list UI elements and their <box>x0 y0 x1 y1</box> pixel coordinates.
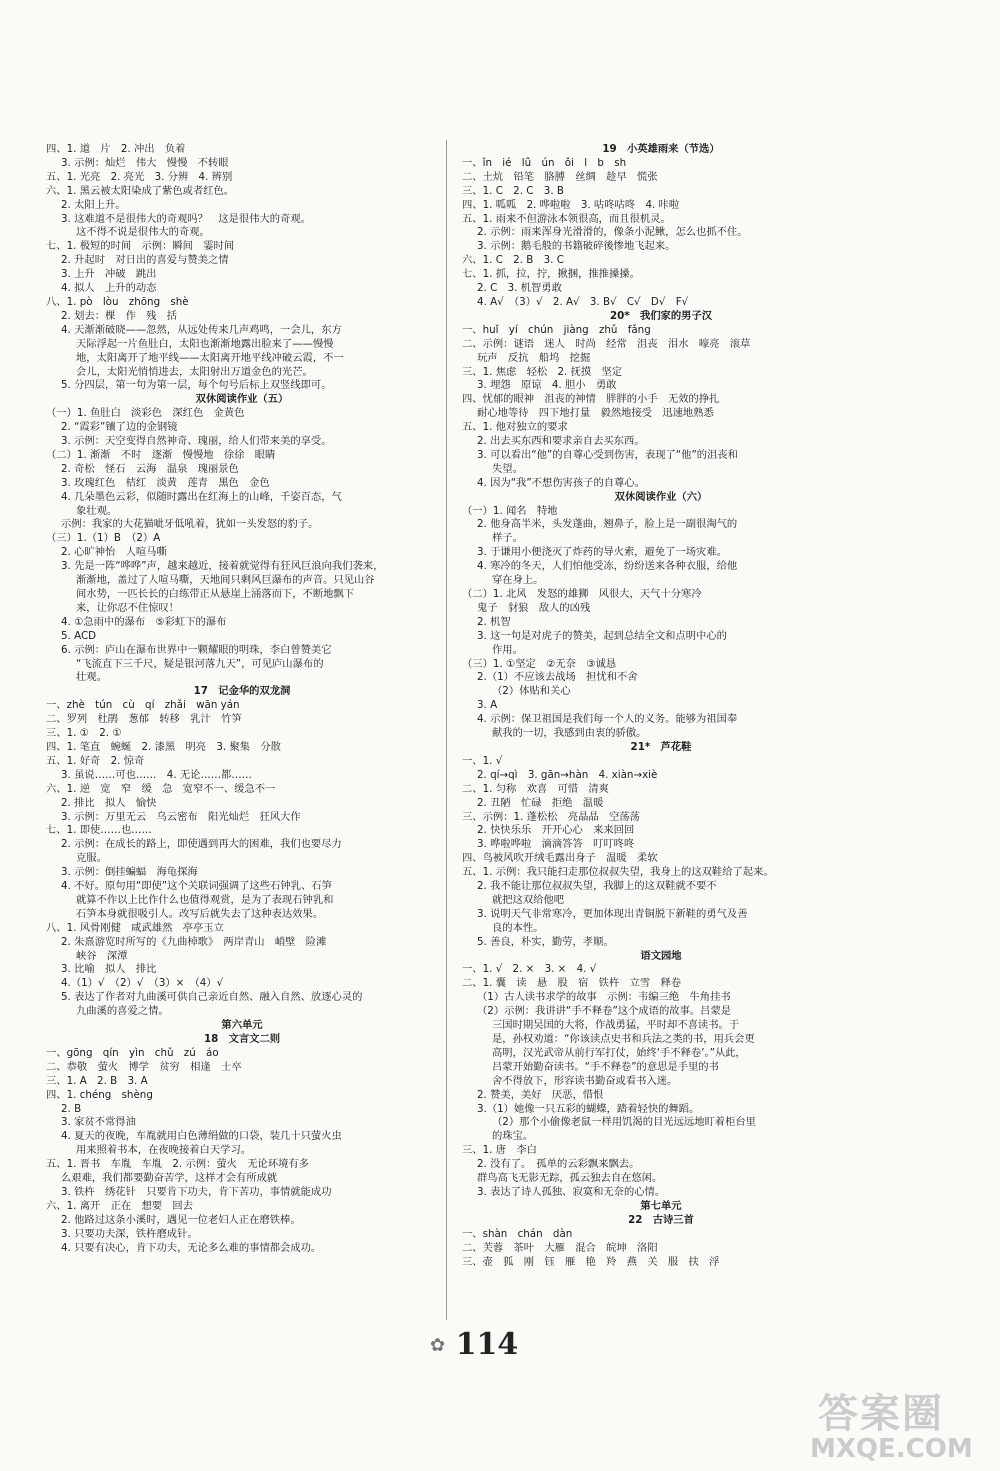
answer-line: 石笋本身就很吸引人。改写后就失去了这种表达效果。 <box>76 907 324 920</box>
answer-line: “飞流直下三千尺，疑是银河落九天”，可见庐山瀑布的 <box>76 657 324 670</box>
answer-line: （一）1. 鱼肚白 淡彩色 深红色 金黄色 <box>46 407 245 420</box>
answer-line: 4. 因为“我”不想伤害孩子的自尊心。 <box>477 476 645 489</box>
answer-line: 4. 夏天的夜晚，车胤就用白色薄绢做的口袋，装几十只萤火虫 <box>61 1130 342 1143</box>
answer-line: 耐心地等待 四下地打量 毅然地接受 迅速地熟悉 <box>477 407 714 420</box>
section-heading: 双休阅读作业（六） <box>614 490 708 503</box>
answer-line: 2. 快快乐乐 开开心心 来来回回 <box>477 824 635 837</box>
answer-line: 2. B <box>61 1102 82 1115</box>
answer-line: （二）1. 渐渐 不时 逐渐 慢慢地 徐徐 眼睛 <box>46 448 276 461</box>
answer-line: 四、忧郁的眼神 沮丧的神情 胖胖的小手 无效的挣扎 <box>462 393 720 406</box>
answer-line: 八、1. 风骨刚健 咸武雄然 亭亭玉立 <box>46 921 224 934</box>
column-divider <box>446 140 447 1320</box>
answer-line: 就把这双给他吧 <box>492 893 565 906</box>
answer-line: 2. 划去：棵 作 残 括 <box>61 309 178 322</box>
answer-line: 4.（1）√ （2）√ （3）× （4）√ <box>61 977 224 990</box>
answer-line: 三、示例：1. 蓬松松 亮晶晶 空荡荡 <box>462 810 640 823</box>
answer-line: 2. 出去买东西和要求亲自去买东西。 <box>477 435 645 448</box>
answer-line: 失望。 <box>492 462 523 475</box>
answer-line: 三、1. 唐 李白 <box>462 1144 537 1157</box>
answer-line: 一、ǐn ié lǚ ún ǒi l b sh <box>462 156 627 169</box>
answer-line: 三、1. ① 2. ① <box>46 727 122 740</box>
answer-line: 3. 这难道不是很伟大的奇观吗？ 这是很伟大的奇观。 <box>61 212 311 225</box>
section-heading: 20* 我们家的男子汉 <box>609 309 713 322</box>
section-heading: 19 小英雄雨来（节选） <box>602 143 720 155</box>
answer-line: 二、示例：谜语 迷人 时尚 经常 沮丧 泪水 嚎亮 滚草 <box>462 337 751 350</box>
answer-line: 六、1. C 2. B 3. C <box>462 254 564 267</box>
answer-line: 4. 拟人 上升的动态 <box>61 282 157 295</box>
answer-line: 二、土炕 铅笔 胳膊 丝绸 趁早 慌张 <box>462 170 658 183</box>
answer-line: 三、1. C 2. C 3. B <box>462 184 564 197</box>
answer-line: 二、罗列 杜鹃 葱郁 转移 乳汁 竹笋 <box>46 713 242 726</box>
answer-line: （2）那个小偷像老鼠一样用饥渴的目光远远地盯着柜台里 <box>492 1116 756 1129</box>
answer-line: 吕蒙开始勤奋读书。“手不释卷”的意思是手里的书 <box>492 1060 719 1073</box>
answer-line: 间水势，一匹长长的白练带正从悬崖上涌落而下，不断地飘下 <box>76 588 355 600</box>
answer-line: 六、1. 离开 正在 想要 回去 <box>46 1199 193 1212</box>
answer-line: 天际浮起一片鱼肚白，太阳也渐渐地露出脸来了——慢慢 <box>76 337 334 350</box>
answer-line: 示例：我家的大花猫呲牙低吼着，犹如一头发怒的豹子。 <box>61 518 319 531</box>
answer-line: 3. 家贫不常得油 <box>61 1116 136 1129</box>
watermark-en-text: MXQE.COM <box>810 1434 973 1464</box>
section-heading: 17 记金华的双龙洞 <box>193 685 291 698</box>
answer-line: 4. 示例：保卫祖国是我们每一个人的义务。能够为祖国奉 <box>477 713 738 726</box>
answer-line: 一、shàn chán dàn <box>462 1227 573 1240</box>
answer-line: 五、1. 光亮 2. 亮光 3. 分辨 4. 辨别 <box>46 170 233 183</box>
answer-line: 一、huǐ yí chún jiàng zhǔ fǎng <box>462 323 651 336</box>
answer-line: 九曲溪的喜爱之情。 <box>76 1005 169 1018</box>
answer-line: 五、1. 好奇 2. 惊奇 <box>46 754 145 767</box>
answer-line: 渐渐地，盖过了人喧马嘶，天地间只剩风巨瀑布的声音。只见山谷 <box>76 574 375 587</box>
answer-line: 鬼子 豺狼 敌人的凶残 <box>477 601 591 614</box>
answer-line: （一）1. 闻名 特地 <box>462 504 558 517</box>
answer-line: 4. 天渐渐破晓——忽然，从远处传来几声鸡鸣，一会儿，东方 <box>61 323 342 336</box>
answer-line: 2. 升起时 对日出的喜爱与赞美之情 <box>61 254 229 267</box>
answer-line: 3. 这一句是对虎子的赞美，起到总结全文和点明中心的 <box>477 629 727 642</box>
answer-line: 2. 机智 <box>477 615 511 628</box>
answer-line: 3. 玫瑰红色 桔红 淡黄 莲青 黑色 金色 <box>61 476 270 489</box>
answer-line: 五、1. 晋书 车胤 车胤 2. 示例：萤火 无论环境有多 <box>46 1158 310 1171</box>
answer-line: 4. 几朵墨色云彩，似随时露出在红海上的山峰，千姿百态，气 <box>61 490 342 503</box>
answer-line: 3. 埋怨 原谅 4. 胆小 勇敢 <box>477 379 617 392</box>
answer-line: 用来照着书本，在夜晚接着白天学习。 <box>76 1144 252 1157</box>
flower-ornament-icon: ✿ <box>430 1335 446 1356</box>
answer-line: 四、1. 笔直 蜿蜒 2. 漆黑 明亮 3. 聚集 分散 <box>46 740 281 753</box>
section-heading: 21* 芦花鞋 <box>630 740 692 753</box>
answer-line: （2）体贴和关心 <box>492 685 571 698</box>
answer-line: 2. 他身高半米，头发蓬曲，翘鼻子，脸上是一副很淘气的 <box>477 518 738 531</box>
section-heading: 22 古诗三首 <box>628 1213 694 1226</box>
answer-line: 壮观。 <box>76 671 107 684</box>
answer-line: 三国时期吴国的大将，作战勇猛，平时却不喜读书。于 <box>492 1019 740 1032</box>
answer-line: 4. A√ （3）√ 2. A√ 3. B√ C√ D√ F√ <box>477 295 689 308</box>
answer-line: （三）1. ①坚定 ②无奈 ③诚恳 <box>462 657 617 670</box>
answer-line: （二）1. 北风 发怒的雄狮 风很大，天气十分寒冷 <box>462 588 702 600</box>
answer-line: 样子。 <box>492 532 523 545</box>
answer-line: 作用。 <box>492 643 523 656</box>
answer-line: 4. ①急雨中的瀑布 ⑤彩虹下的瀑布 <box>61 615 227 628</box>
answer-line: 么艰难，我们都要勤奋苦学，这样才会有所成就 <box>61 1172 278 1185</box>
answer-line: 五、1. 示例：我只能扫走那位叔叔失望，我身上的这双鞋给了起来。 <box>462 866 774 879</box>
answer-line: 四、1. 呱呱 2. 哗啦啦 3. 咕咚咕咚 4. 咔啦 <box>462 198 680 211</box>
right-column <box>462 143 860 1269</box>
answer-line: 克服。 <box>76 852 107 865</box>
section-heading: 第七单元 <box>640 1199 682 1212</box>
answer-line: 一、zhè tún cù qí zhǎi wān yán <box>46 699 240 712</box>
answer-line: 来，让你忍不住惊叹！ <box>76 601 179 614</box>
answer-line: 穿在身上。 <box>492 574 544 587</box>
answer-line: 四、1. 道 片 2. 冲出 负着 <box>46 143 186 155</box>
answer-line: 2. 他路过这条小溪时，遇见一位老妇人正在磨铁棒。 <box>61 1213 301 1226</box>
section-heading: 语文园地 <box>640 949 682 962</box>
answer-line: 3. 示例：万里无云 乌云密布 阳光灿烂 狂风大作 <box>61 810 301 823</box>
answer-line: 一、1. √ <box>462 754 503 767</box>
answer-line: 3. 哗啦哗啦 滴滴答答 叮叮咚咚 <box>477 838 635 851</box>
answer-line: 的珠宝。 <box>492 1130 534 1143</box>
answer-line: 三、1. 焦虑 轻松 2. 抚摸 坚定 <box>462 365 623 378</box>
answer-line: 3. 上升 冲破 跳出 <box>61 268 157 281</box>
answer-line: 3. 示例：灿烂 伟大 慢慢 不转眼 <box>61 156 229 169</box>
answer-line: （2）示例：我讲讲“手不释卷”这个成语的故事。吕蒙是 <box>477 1005 732 1018</box>
answer-line: 2. “霞彩”镶了边的金钢镜 <box>61 421 178 434</box>
answer-line: 2. 朱熹游览时所写的《九曲棹歌》 两岸青山 峭壁 险滩 <box>61 935 327 948</box>
answer-line: 这不得不说是很伟大的奇观。 <box>76 226 210 239</box>
answer-line: 四、1. chéng shèng <box>46 1088 153 1101</box>
answer-line: 3. 表达了诗人孤独、寂寞和无奈的心情。 <box>477 1185 666 1198</box>
answer-line: 2. 没有了。 孤单的云彩飘来飘去。 <box>477 1158 640 1171</box>
answer-line: 2. 丑陋 忙碌 拒绝 温暖 <box>477 796 604 809</box>
answer-line: 3. 虽说……可也…… 4. 无论……都…… <box>61 768 252 781</box>
answer-line: 四、鸟被风吹开绒毛露出身子 温暖 柔软 <box>462 852 658 865</box>
answer-line: （三）1.（1）B （2）A <box>46 532 161 545</box>
answer-line: 3. 先是一阵“哗哗”声，越来越近，接着就觉得有狂风巨浪向我们袭来， <box>61 560 384 573</box>
answer-line: 3. 比喻 拟人 排比 <box>61 963 157 976</box>
answer-line: 3.（1）她像一只五彩的蝴蝶，踏着轻快的舞蹈。 <box>477 1102 700 1115</box>
answer-line: 二、恭敬 萤火 博学 贫穷 相逢 士卒 <box>46 1060 242 1073</box>
answer-line: 2. 心旷神怡 人喧马嘶 <box>61 546 167 559</box>
answer-line: 三、壶 狐 刚 钰 雁 艳 羚 燕 关 服 扶 浮 <box>462 1255 720 1268</box>
answer-line: （1）古人读书求学的故事 示例：韦编三绝 牛角挂书 <box>477 991 731 1004</box>
answer-line: 会儿，太阳光悄悄进去，太阳射出万道金色的光芒。 <box>76 365 313 378</box>
answer-line: 象壮观。 <box>76 504 118 517</box>
answer-line: 峡谷 深潭 <box>76 949 128 962</box>
watermark-cn-text: 答案圈 <box>818 1391 944 1437</box>
answer-line: 2. C 3. 机智勇敢 <box>477 282 562 295</box>
answer-line: 舍不得放下，形容读书勤奋或看书入迷。 <box>492 1074 678 1087</box>
answer-line: 2. 太阳上升。 <box>61 198 126 211</box>
section-heading: 双休阅读作业（五） <box>195 393 289 406</box>
answer-line: 5. ACD <box>61 629 97 642</box>
answer-line: 五、1. 雨来不但游泳本领很高，而且很机灵。 <box>462 212 671 225</box>
answer-line: 5. 善良，朴实，勤劳，孝顺。 <box>477 935 614 948</box>
answer-line: 3. 可以看出“他”的自尊心受到伤害，表现了“他”的沮丧和 <box>477 448 738 461</box>
answer-line: 一、1. √ 2. × 3. × 4. √ <box>462 963 597 976</box>
answer-line: 良的本性。 <box>492 921 544 934</box>
answer-line: 4. 寒冷的冬天，人们怕他受冻，纷纷送来各种衣服，给他 <box>477 560 738 573</box>
answer-line: 3. 于谦用小便浇灭了炸药的导火索，避免了一场灾难。 <box>477 546 727 559</box>
answer-line: 2. 排比 拟人 愉快 <box>61 796 157 809</box>
left-column <box>46 143 438 1256</box>
answer-line: 3. 示例：倒挂蝙蝠 海龟探海 <box>61 866 198 879</box>
answer-line: 4. 不好。原句用“即使”这个关联词强调了这些石钟乳、石笋 <box>61 880 332 893</box>
answer-line: 七、1. 极短的时间 示例：瞬间 霎时间 <box>46 240 235 253</box>
answer-line: 6. 示例：庐山在瀑布世界中一颗耀眼的明珠，李白曾赞美它 <box>61 643 332 656</box>
answer-line: 2. 示例：在成长的路上，即使遇到再大的困难，我们也要尽力 <box>61 838 342 851</box>
answer-line: 就算不作以上比作什么也值得观赏，是为了表现石钟乳和 <box>76 893 334 906</box>
answer-line: 二、芙蓉 茶叶 大雁 混合 皖坤 洛阳 <box>462 1241 658 1254</box>
answer-line: 献我的一切，我感到由衷的骄傲。 <box>492 727 647 740</box>
answer-line: 三、1. A 2. B 3. A <box>46 1074 148 1087</box>
answer-line: 4. 只要有决心，肯下功夫，无论多么难的事情都会成功。 <box>61 1241 322 1254</box>
answer-line: 八、1. pò lòu zhōng shè <box>46 295 189 308</box>
answer-line: 一、gōng qín yìn chǔ zú áo <box>46 1046 219 1059</box>
answer-line: 是，孙权劝道：“你该读点史书和兵法之类的书，用兵会更 <box>492 1033 755 1045</box>
answer-line: 2. 示例：雨来浑身光滑滑的，像条小泥鳅，怎么也抓不住。 <box>477 226 748 239</box>
answer-line: 3. 铁杵 绣花针 只要肯下功夫，肯下苦功，事情就能成功 <box>61 1185 332 1198</box>
answer-line: 2. qí→qì 3. gān→hàn 4. xiàn→xiè <box>477 768 658 781</box>
answer-line: 六、1. 逆 宽 窄 缓 急 宽窄不一、缓急不一 <box>46 782 276 795</box>
answer-line: 2.（1）不应该去战场 担忧和不舍 <box>477 671 638 684</box>
section-heading: 第六单元 <box>221 1019 263 1032</box>
answer-line: 3. 示例：天空变得自然神奇、瑰丽，给人们带来美的享受。 <box>61 435 332 448</box>
answer-line: 玩声 反抗 船坞 挖掘 <box>477 351 591 364</box>
answer-line: 5. 表达了作者对九曲溪可供自己亲近自然、融入自然、放逐心灵的 <box>61 991 363 1004</box>
answer-line: 七、1. 即使……也…… <box>46 824 152 837</box>
answer-line: 3. A <box>477 699 498 712</box>
page-number: 114 <box>455 1327 519 1362</box>
answer-line: 地，太阳离开了地平线——太阳离开地平线冲破云霞，不一 <box>76 351 344 364</box>
answer-line: 五、1. 他对独立的要求 <box>462 421 568 434</box>
answer-line: 3. 说明天气非常寒冷，更加体现出青铜脱下新鞋的勇气及善 <box>477 907 748 920</box>
answer-line: 2. 我不能让那位叔叔失望，我脚上的这双鞋就不要不 <box>477 880 717 893</box>
answer-line: 2. 奇松 怪石 云海 温泉 瑰丽景色 <box>61 462 239 475</box>
answer-line: 群鸟高飞无影无踪，孤云独去自在悠闲。 <box>477 1172 663 1185</box>
answer-line: 3. 只要功夫深，铁杵磨成针。 <box>61 1227 198 1240</box>
answer-line: 六、1. 黑云被太阳染成了紫色或者红色。 <box>46 184 235 197</box>
answer-line: 二、1. 匀称 欢喜 可惜 清爽 <box>462 782 609 795</box>
answer-line: 5. 分四层，第一句为第一层，每个句号后标上双竖线即可。 <box>61 379 332 392</box>
answer-line: 高明，汉光武帝从前行军打仗，始终‘手不释卷’。”从此， <box>492 1046 746 1059</box>
answer-line: 2. 赞美，美好 厌恶，惜恨 <box>477 1088 604 1101</box>
watermark-logo <box>790 1382 990 1466</box>
answer-line: 二、1. 囊 读 悬 股 宿 铁杵 立雪 释卷 <box>462 977 682 990</box>
section-heading: 18 文言文二则 <box>203 1033 281 1045</box>
answer-line: 3. 示例：鹅毛般的书籍破碎後惨地飞起来。 <box>477 240 676 253</box>
answer-line: 七、1. 抓，拉，拧，揪捆，推推搡搡。 <box>462 268 640 281</box>
